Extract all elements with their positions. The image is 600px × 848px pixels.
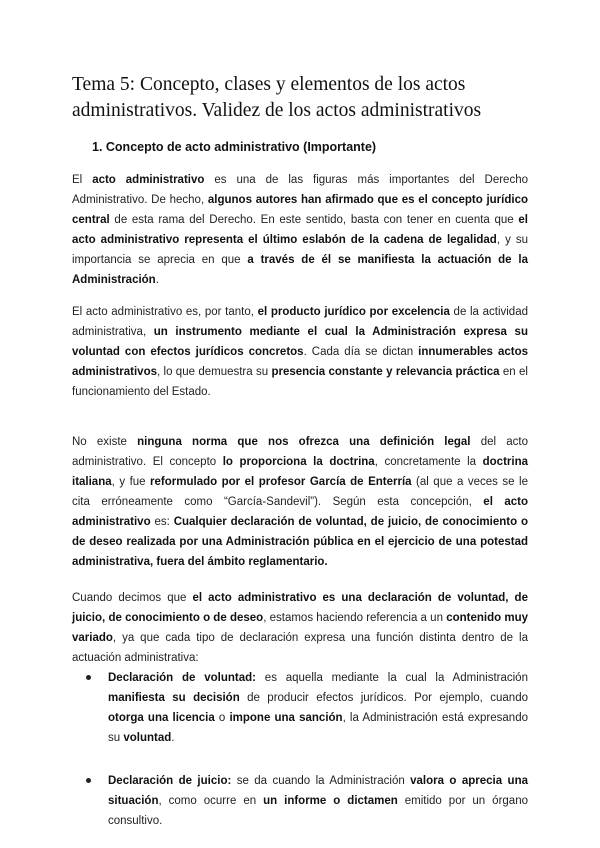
paragraph: No existe ninguna norma que nos ofrezca una definición legal del acto administrativo. El concepto lo proporciona la doctrina, concretamente la doctrina italiana, y fue reformulado por el profesor García de Enterría (al que a veces se le cita erróneamente como “García-Sandevil”). Según esta concepción, el acto administrativo es: Cualquier declaración de voluntad, de juicio, de conocimiento o de deseo realizada por una Administración pública en el ejercicio de una potestad administrativa, fuera del ámbito reglamentario.	[72, 436, 528, 568]
bold-text: un instrumento mediante el cual la Administración expresa su voluntad con efectos jurídicos concretos	[72, 326, 528, 358]
bold-text: presencia constante y relevancia práctica	[271, 366, 500, 378]
bold-text: manifiesta su decisión	[108, 692, 240, 704]
bold-text: doctrina italiana	[72, 456, 528, 488]
bold-text: algunos autores han afirmado que es el concepto jurídico central	[72, 194, 528, 226]
paragraph: El acto administrativo es, por tanto, el producto jurídico por excelencia de la actividad administrativa, un instrumento mediante el cual la Administración expresa su voluntad con efectos jurídicos concretos. Cada día se dictan innumerables actos administrativos, lo que demuestra su presencia constante y relevancia práctica en el funcionamiento del Estado.	[72, 306, 529, 398]
bold-text: el acto administrativo	[72, 496, 528, 528]
list-item-text: Declaración de juicio: se da cuando la Administración valora o aprecia una situación, como ocurre en un informe o dictamen emitido por un órgano consultivo.	[108, 775, 528, 827]
bold-text: impone una sanción	[229, 712, 343, 724]
bold-text: reformulado por el profesor García de Enterría	[150, 476, 412, 488]
page-title: Tema 5: Concepto, clases y elementos de los actos administrativos. Validez de los actos administrativos	[72, 74, 482, 121]
bold-text: innumerables actos administrativos	[72, 346, 529, 378]
list-item	[108, 668, 528, 748]
bold-text: un informe o dictamen	[263, 795, 398, 807]
section-heading: 1. Concepto de acto administrativo (Importante)	[92, 140, 377, 154]
bold-text: acto administrativo	[92, 174, 205, 186]
bold-text: el producto jurídico por excelencia	[257, 306, 450, 318]
bullet-dot-icon	[86, 778, 91, 783]
bullet-list	[72, 668, 528, 831]
bold-text: valora o aprecia una situación	[108, 775, 528, 807]
bold-text: a través de él se manifiesta la actuación de la Administración	[72, 254, 528, 286]
bold-text: el acto administrativo es una declaración de voluntad, de juicio, de conocimiento o de deseo	[72, 592, 528, 624]
list-item-text: Declaración de voluntad: es aquella mediante la cual la Administración manifiesta su decisión de producir efectos jurídicos. Por ejemplo, cuando otorga una licencia o impone una sanción, la Administración está expresando su voluntad.	[108, 672, 528, 744]
paragraph: Cuando decimos que el acto administrativo es una declaración de voluntad, de juicio, de conocimiento o de deseo, estamos haciendo referencia a un contenido muy variado, ya que cada tipo de declaración expresa una función distinta dentro de la actuación administrativa:	[72, 592, 529, 664]
bold-text: otorga una licencia	[108, 712, 215, 724]
paragraph: El acto administrativo es una de las figuras más importantes del Derecho Administrativo. De hecho, algunos autores han afirmado que es el concepto jurídico central de esta rama del Derecho. En este sentido, basta con tener en cuenta que el acto administrativo representa el último eslabón de la cadena de legalidad, y su importancia se aprecia en que a través de él se manifiesta la actuación de la Administración.	[72, 174, 528, 286]
bold-text: el acto administrativo representa el último eslabón de la cadena de legalidad	[72, 214, 528, 246]
bold-text: Cualquier declaración de voluntad, de juicio, de conocimiento o de deseo realizada por una Administración pública en el ejercicio de una potestad administrativa, fuera del ámbito reglamentario.	[72, 516, 528, 568]
bold-text: ninguna norma que nos ofrezca una definición legal	[137, 436, 471, 448]
bold-text: lo proporciona la doctrina	[222, 456, 375, 468]
bold-text: Declaración de juicio:	[108, 775, 232, 787]
bullet-dot-icon	[86, 675, 91, 680]
bold-text: voluntad	[123, 732, 172, 744]
list-item	[108, 771, 528, 831]
bold-text: contenido muy variado	[72, 612, 529, 644]
bold-text: Declaración de voluntad:	[108, 672, 256, 684]
